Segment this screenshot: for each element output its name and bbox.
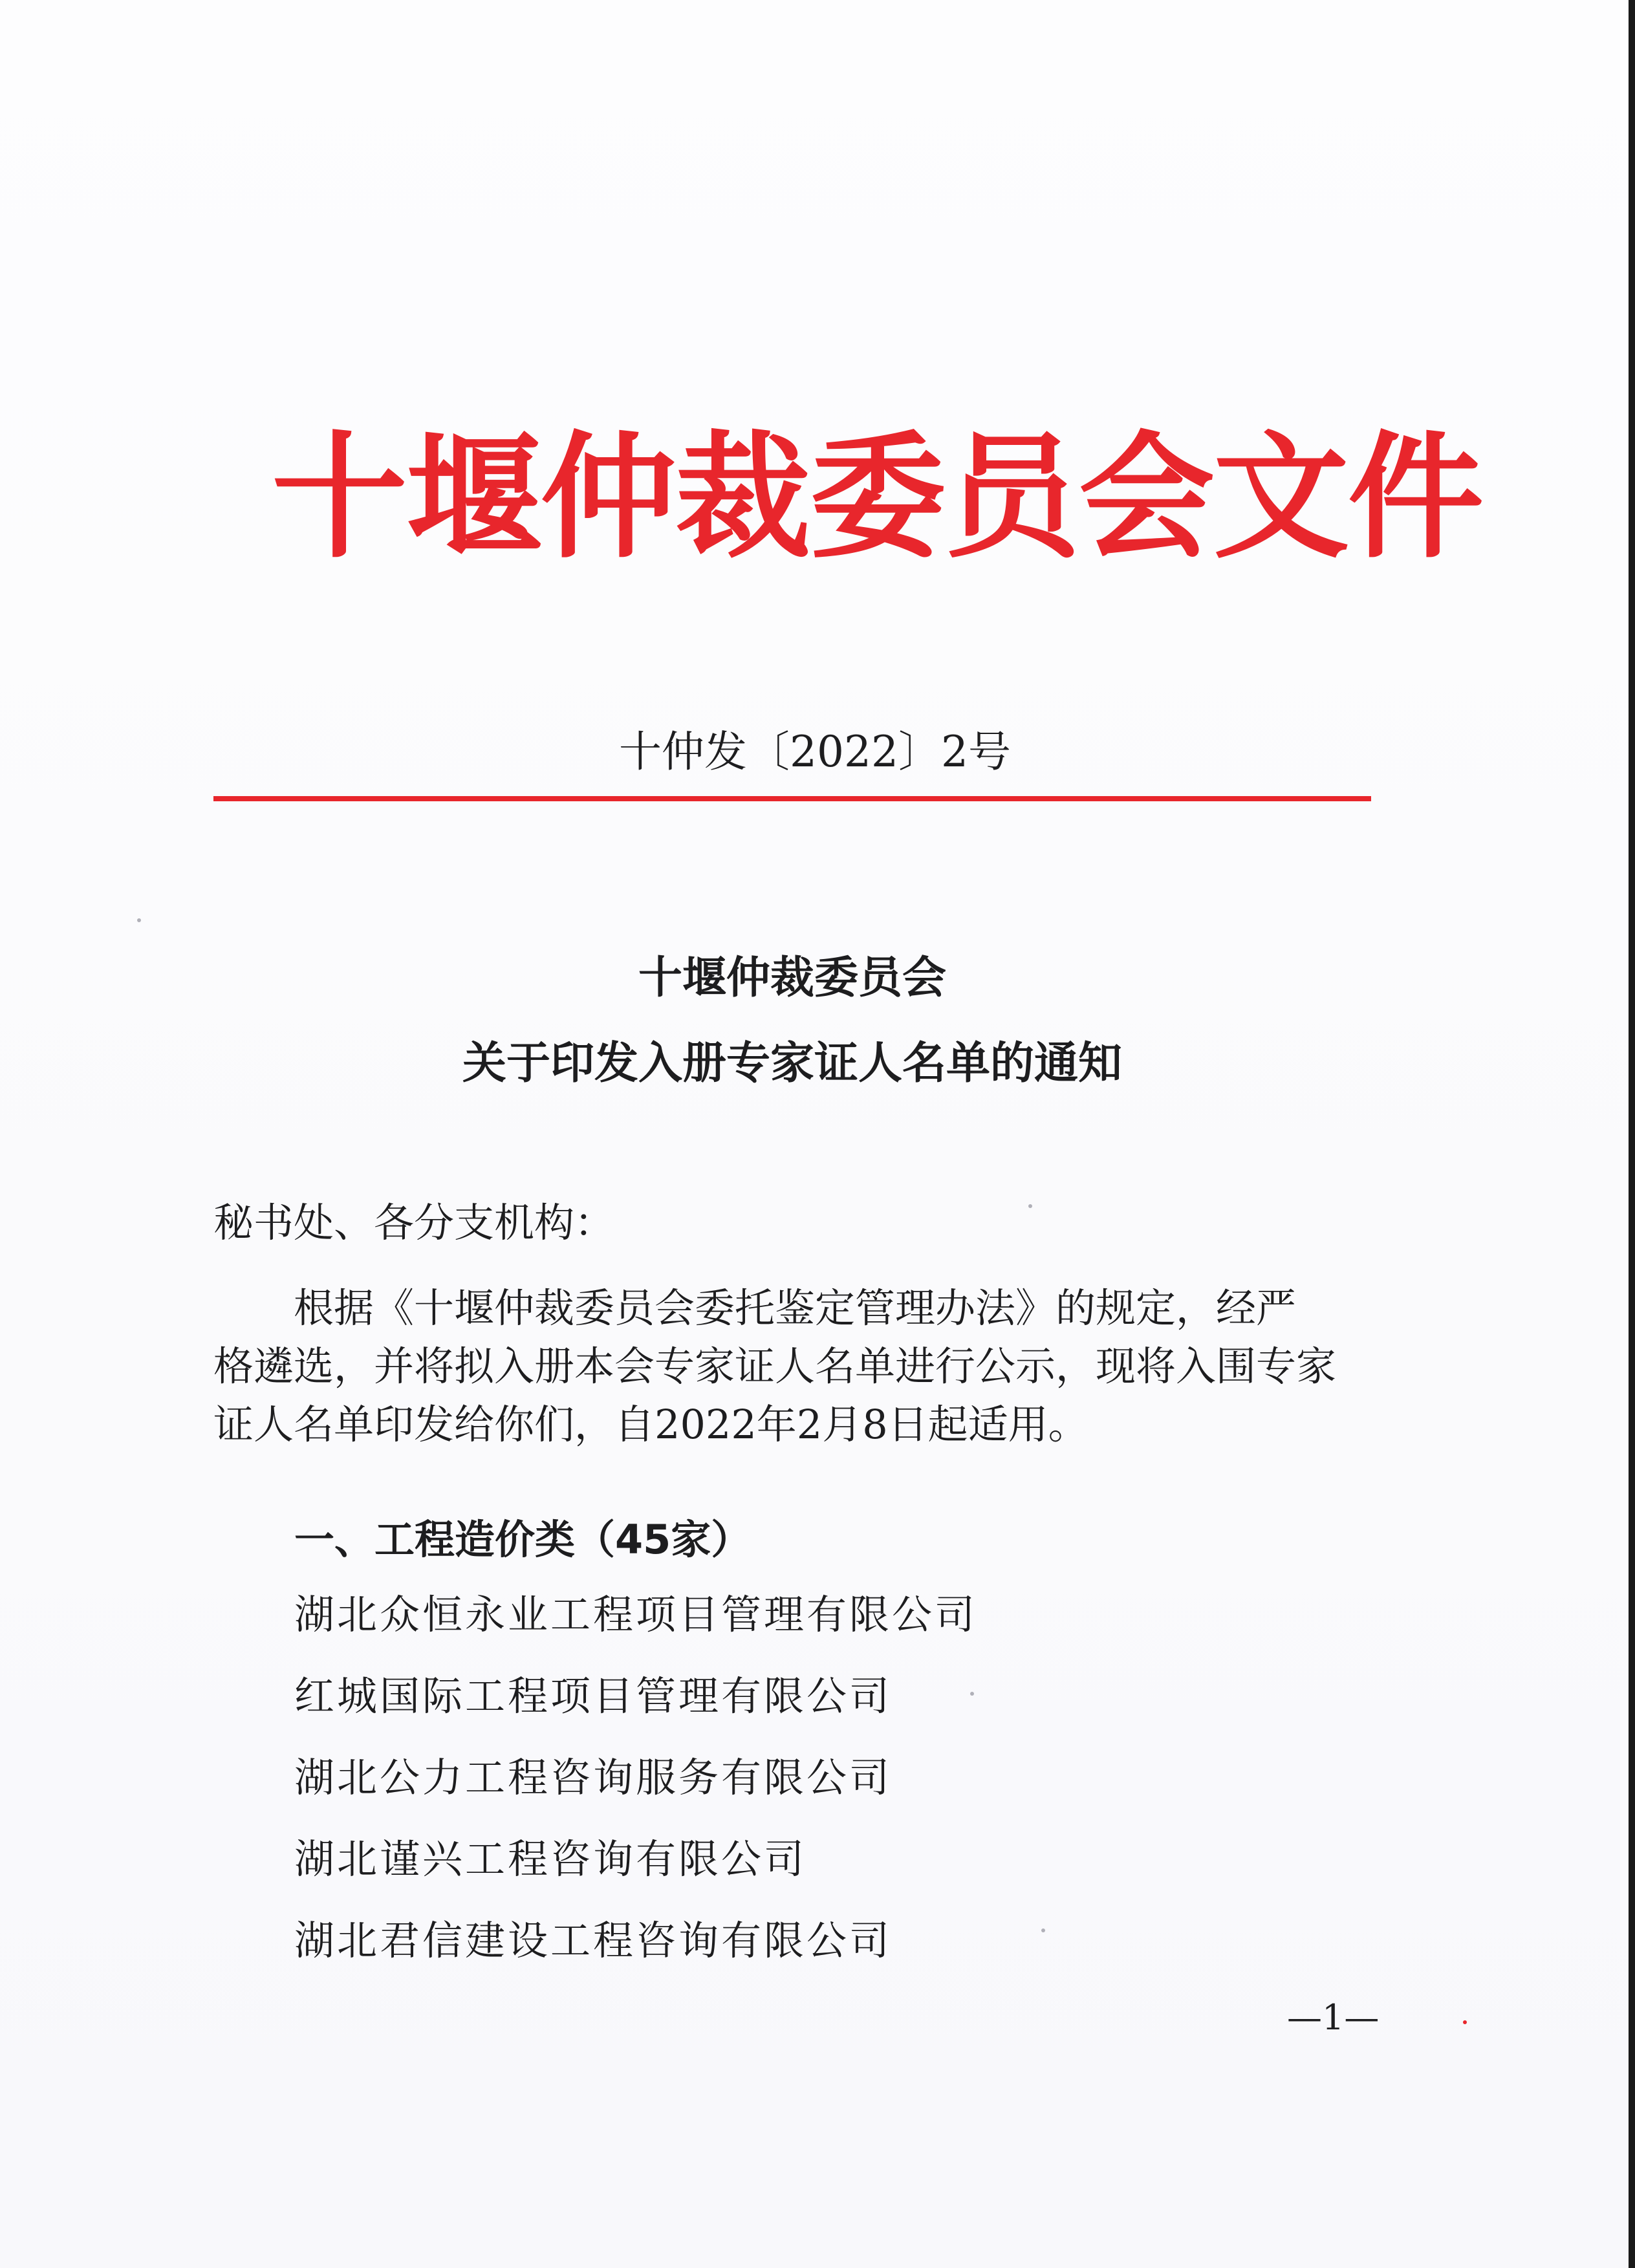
section-heading: 一、工程造价类（45家） [294, 1516, 752, 1563]
scan-speck [1028, 1204, 1032, 1208]
list-item-company: 湖北众恒永业工程项目管理有限公司 [294, 1591, 978, 1638]
paragraph-line: 格遴选，并将拟入册本会专家证人名单进行公示，现将入围专家 [213, 1343, 1337, 1390]
scan-speck [970, 1692, 974, 1696]
list-item-company: 湖北谨兴工程咨询有限公司 [294, 1835, 807, 1883]
salutation: 秘书处、各分支机构： [213, 1199, 615, 1246]
paragraph-line: 证人名单印发给你们，自2022年2月8日起适用。 [213, 1401, 1088, 1448]
scan-speck [1041, 1928, 1045, 1932]
body-paragraph [213, 1279, 1416, 1454]
scan-speck [137, 918, 141, 922]
paragraph-line: 根据《十堰仲裁委员会委托鉴定管理办法》的规定，经严 [213, 1284, 1297, 1332]
list-item-company: 红城国际工程项目管理有限公司 [294, 1672, 893, 1720]
list-item-company: 湖北公力工程咨询服务有限公司 [294, 1754, 893, 1801]
scan-speck [1463, 2020, 1467, 2024]
scan-edge [1629, 0, 1635, 2268]
list-item-company: 湖北君信建设工程咨询有限公司 [294, 1917, 893, 1964]
document-number: 十仲发〔2022〕2号 [619, 727, 1011, 777]
notice-title-line2: 关于印发入册专家证人名单的通知 [462, 1038, 1122, 1089]
notice-title-line1: 十堰仲裁委员会 [638, 953, 946, 1004]
red-divider-line [213, 796, 1371, 801]
red-banner-title: 十堰仲裁委员会文件 [272, 418, 1483, 577]
page-number: —1— [1287, 1997, 1380, 2038]
